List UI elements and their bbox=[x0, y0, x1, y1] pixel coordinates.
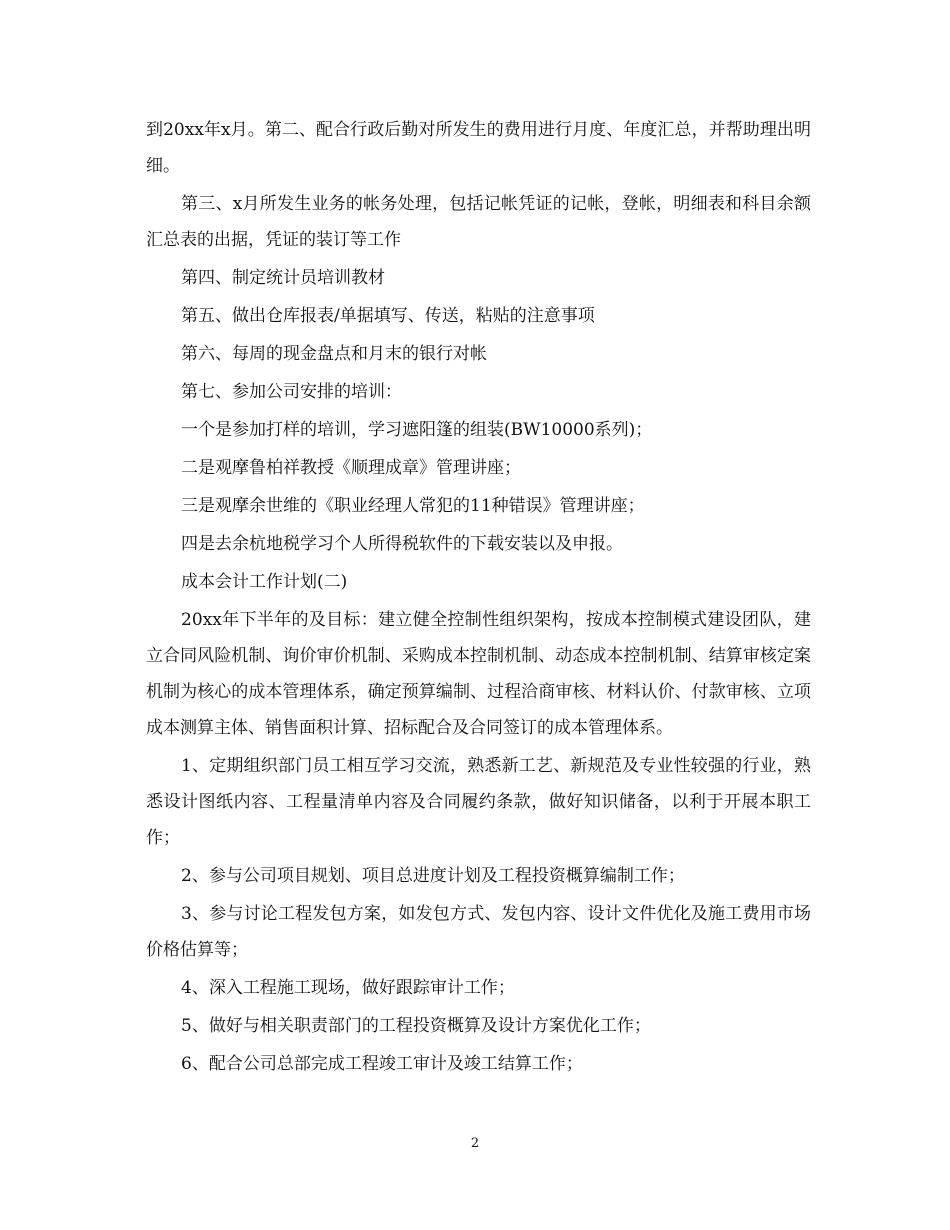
paragraph: 20xx年下半年的及目标：建立健全控制性组织架构，按成本控制模式建设团队，建立合同风险机制、询价审价机制、采购成本控制机制、动态成本控制机制、结算审核定案机制为核心的成本管理体系，确定预算编制、过程洽商审核、材料认价、付款审核、立项成本测算主体、销售面积计算、招标配合及合同签订的成本管理体系。 bbox=[146, 610, 811, 738]
paragraph: 成本会计工作计划(二) bbox=[181, 572, 348, 592]
paragraph: 4、深入工程施工现场，做好跟踪审计工作； bbox=[181, 978, 515, 998]
paragraph: 第三、x月所发生业务的帐务处理，包括记帐凭证的记帐，登帐，明细表和科目余额汇总表的出据，凭证的装订等工作 bbox=[146, 194, 811, 250]
paragraph: 1、定期组织部门员工相互学习交流，熟悉新工艺、新规范及专业性较强的行业，熟悉设计图纸内容、工程量清单内容及合同履约条款，做好知识储备，以利于开展本职工作； bbox=[146, 756, 811, 848]
paragraph: 四是去余杭地税学习个人所得税软件的下载安装以及申报。 bbox=[181, 534, 623, 554]
paragraph: 第四、制定统计员培训教材 bbox=[181, 268, 385, 288]
paragraph: 5、做好与相关职责部门的工程投资概算及设计方案优化工作； bbox=[181, 1016, 651, 1036]
paragraph: 三是观摩余世维的《职业经理人常犯的11种错误》管理讲座； bbox=[181, 496, 645, 516]
paragraph: 3、参与讨论工程发包方案，如发包方式、发包内容、设计文件优化及施工费用市场价格估算等； bbox=[146, 904, 811, 960]
paragraph: 2、参与公司项目规划、项目总进度计划及工程投资概算编制工作； bbox=[181, 866, 685, 886]
paragraph: 二是观摩鲁柏祥教授《顺理成章》管理讲座； bbox=[181, 458, 521, 478]
document-body bbox=[146, 112, 811, 1084]
paragraph: 6、配合公司总部完成工程竣工审计及竣工结算工作； bbox=[181, 1054, 583, 1074]
paragraph: 第五、做出仓库报表/单据填写、传送，粘贴的注意事项 bbox=[181, 306, 595, 326]
paragraph: 到20xx年x月。第二、配合行政后勤对所发生的费用进行月度、年度汇总，并帮助理出明细。 bbox=[146, 120, 811, 176]
paragraph: 第六、每周的现金盘点和月末的银行对帐 bbox=[181, 344, 487, 364]
page-number: 2 bbox=[470, 1136, 480, 1151]
paragraph: 一个是参加打样的培训，学习遮阳篷的组装(BW10000系列)； bbox=[181, 420, 653, 440]
paragraph: 第七、参加公司安排的培训： bbox=[181, 382, 402, 402]
